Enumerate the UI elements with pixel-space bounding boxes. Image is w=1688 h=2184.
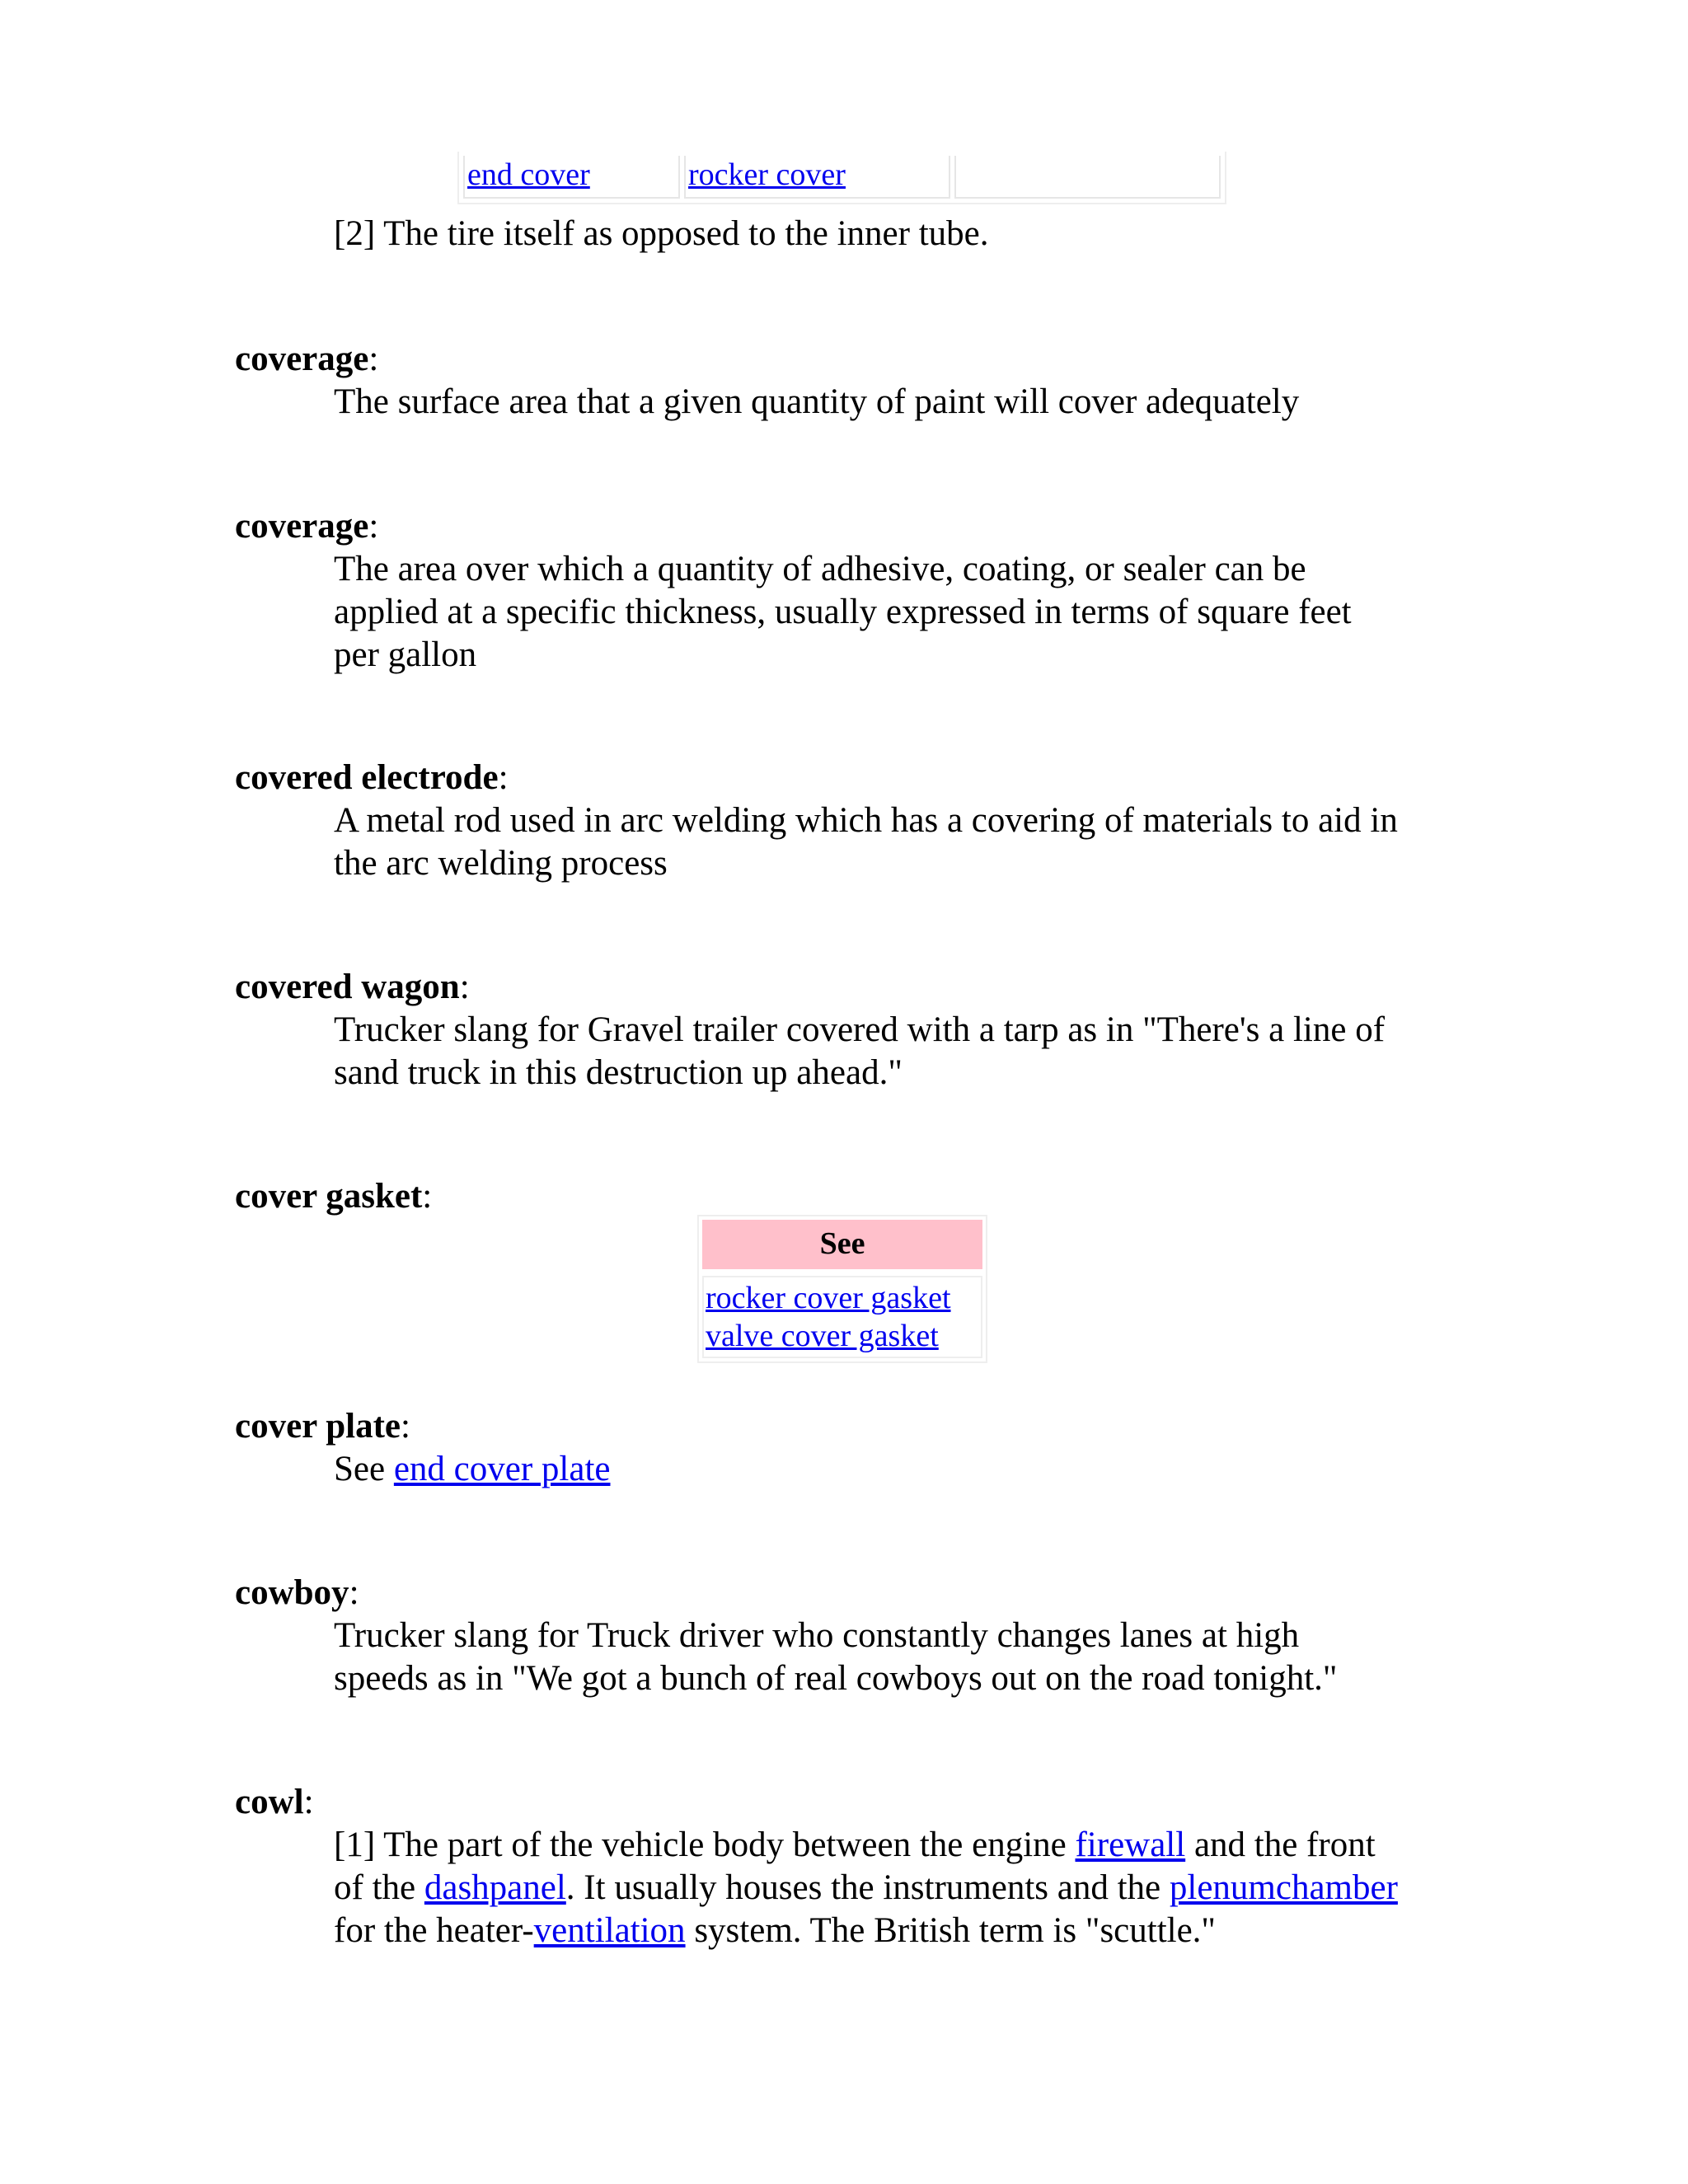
definition-cowl	[334, 1824, 1471, 1952]
term-label: cover gasket	[235, 1177, 423, 1216]
definition-line: speeds as in "We got a bunch of real cowboys out on the road tonight."	[334, 1659, 1338, 1698]
text-run: [1] The part of the vehicle body between the engine	[334, 1825, 1076, 1864]
definition-line: A metal rod used in arc welding which has a covering of materials to aid in	[334, 801, 1398, 840]
term-coverage-1	[235, 338, 378, 381]
definition-line: the arc welding process	[334, 844, 668, 883]
related-terms-table	[457, 152, 1226, 204]
term-label: cowboy	[235, 1573, 349, 1612]
text-run: system. The British term is "scuttle."	[685, 1911, 1216, 1950]
link-firewall[interactable]: firewall	[1075, 1825, 1186, 1864]
term-label: cowl	[235, 1783, 304, 1821]
term-label: coverage	[235, 340, 369, 378]
see-also-box	[697, 1215, 987, 1363]
link-dashpanel[interactable]: dashpanel	[424, 1868, 566, 1907]
term-colon: :	[459, 968, 470, 1006]
link-rocker-cover-gasket[interactable]: rocker cover gasket	[706, 1281, 951, 1315]
term-colon: :	[368, 507, 379, 546]
term-coverage-2	[235, 505, 378, 548]
term-label: covered electrode	[235, 758, 499, 797]
term-cowboy	[235, 1572, 359, 1615]
term-cover-gasket	[235, 1175, 432, 1218]
text-run: of the	[334, 1868, 424, 1907]
definition-line: Trucker slang for Gravel trailer covered with a tarp as in "There's a line of	[334, 1010, 1386, 1049]
table-cell	[463, 156, 680, 199]
link-ventilation[interactable]: ventilation	[533, 1911, 686, 1950]
term-colon: :	[498, 758, 509, 797]
term-covered-electrode	[235, 757, 509, 799]
term-label: coverage	[235, 507, 369, 546]
definition-line	[334, 1824, 1471, 1867]
term-colon: :	[349, 1573, 359, 1612]
definition-coverage-2	[334, 548, 1471, 677]
definition-line: sand truck in this destruction up ahead."	[334, 1053, 903, 1092]
link-plenumchamber[interactable]: plenumchamber	[1169, 1868, 1398, 1907]
link-end-cover[interactable]: end cover	[467, 157, 590, 192]
text-run: for the heater-	[334, 1911, 534, 1950]
definition-line: Trucker slang for Truck driver who constantly changes lanes at high	[334, 1616, 1300, 1655]
link-valve-cover-gasket[interactable]: valve cover gasket	[706, 1319, 939, 1353]
term-label: covered wagon	[235, 968, 460, 1006]
term-covered-wagon	[235, 966, 470, 1009]
definition-cowboy	[334, 1615, 1471, 1700]
definition-coverage-1: The surface area that a given quantity of paint will cover adequately	[334, 382, 1300, 421]
see-also-list	[702, 1276, 982, 1358]
definition-covered-wagon	[334, 1009, 1471, 1094]
definition-line	[334, 1867, 1471, 1910]
definition-line: applied at a specific thickness, usually expressed in terms of square feet	[334, 593, 1352, 631]
term-colon: :	[303, 1783, 314, 1821]
table-cell	[684, 156, 950, 199]
table-cell	[954, 156, 1221, 199]
definition-line: per gallon	[334, 635, 477, 674]
definition-line: The area over which a quantity of adhesive, coating, or sealer can be	[334, 550, 1306, 588]
see-prefix: See	[334, 1450, 394, 1488]
text-run: . It usually houses the instruments and the	[565, 1868, 1170, 1907]
term-cowl	[235, 1781, 314, 1824]
link-rocker-cover[interactable]: rocker cover	[688, 157, 846, 192]
tire-note: [2] The tire itself as opposed to the inner tube.	[334, 214, 989, 253]
term-colon: :	[401, 1407, 410, 1446]
definition-line	[334, 1910, 1471, 1952]
definition-covered-electrode	[334, 799, 1471, 885]
term-label: cover plate	[235, 1407, 401, 1446]
term-cover-plate	[235, 1405, 410, 1448]
text-run: and the front	[1185, 1825, 1376, 1864]
term-colon: :	[368, 340, 379, 378]
link-end-cover-plate[interactable]: end cover plate	[393, 1450, 611, 1488]
definition-cover-plate	[334, 1448, 1471, 1491]
see-also-header: See	[702, 1220, 982, 1269]
table-row	[463, 156, 1221, 199]
term-colon: :	[422, 1177, 433, 1216]
